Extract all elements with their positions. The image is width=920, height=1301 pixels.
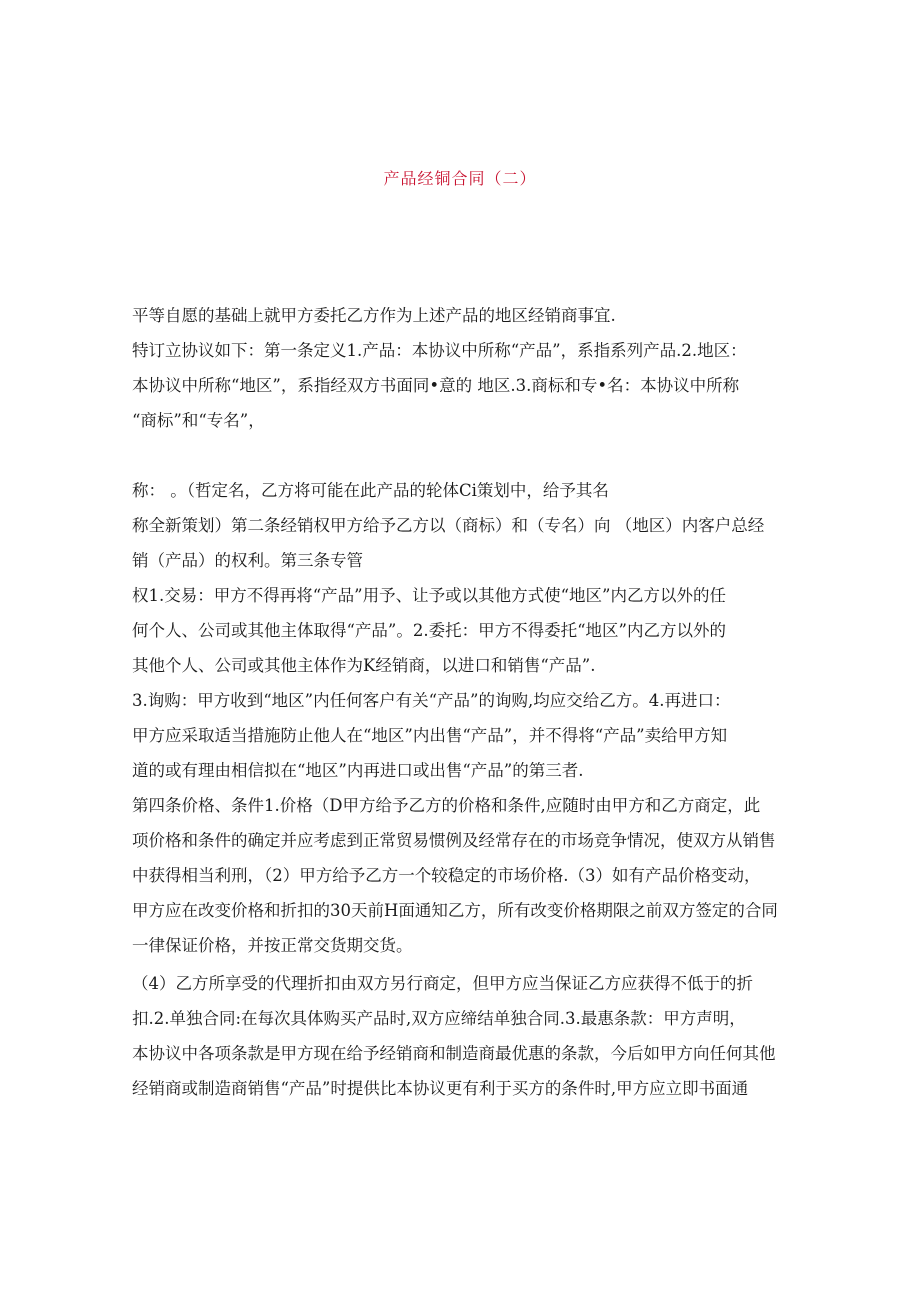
body-line: 其他个人、公司或其他主体作为K经销商，以进口和销售“产品”.: [132, 656, 596, 675]
body-line: 甲方应采取适当措施防止他人在“地区”内出售“产品”，并不得将“产品”卖给甲方知: [132, 726, 728, 745]
body-line: 扣.2.单独合同:在每次具体购买产品时,双方应缔结单独合同.3.最惠条款：甲方声明，: [132, 1009, 746, 1028]
body-line: 特订立协议如下：第一条定义1.产品：本协议中所称“产品”，系指系列产品.2.地区：: [132, 341, 747, 360]
body-line: 第四条价格、条件1.价格（D甲方给予乙方的价格和条件,应随时由甲方和乙方商定，此: [132, 796, 761, 815]
body-line: 销（产品）的权利。第三条专管: [132, 551, 363, 570]
body-line: 称： 。（哲定名，乙方将可能在此产品的轮体Ci策划中，给予其名: [132, 481, 609, 500]
body-line: 中获得相当利刑，（2）甲方给予乙方一个较稳定的市场价格.（3）如有产品价格变动，: [132, 866, 761, 885]
body-line: 甲方应在改变价格和折扣的30天前H面通知乙方，所有改变价格期限之前双方签定的合同: [132, 901, 778, 920]
body-line: “商标”和“专名”，: [132, 411, 265, 430]
body-line: 3.询购：甲方收到“地区”内任何客户有关“产品”的询购,均应交给乙方。4.再进口：: [132, 691, 731, 710]
body-line: 项价格和条件的确定并应考虑到正常贸易惯例及经常存在的市场竞争情况，使双方从销售: [132, 831, 776, 850]
body-line: 本协议中所称“地区”，系指经双方书面同•意的 地区.3.商标和专•名：本协议中所称: [132, 376, 740, 395]
document-title: 产品经铜合同（二）: [383, 169, 537, 188]
body-line: 何个人、公司或其他主体取得“产品”。2.委托：甲方不得委托“地区”内乙方以外的: [132, 621, 726, 640]
body-line: 权1.交易：甲方不得再将“产品”用予、让予或以其他方式使“地区”内乙方以外的任: [132, 586, 726, 605]
body-line: （4）乙方所享受的代理折扣由双方另行商定，但甲方应当保证乙方应获得不低于的折: [132, 974, 753, 993]
body-line: 一律保证价格，并按正常交货期交货。: [132, 936, 413, 955]
body-line: 经销商或制造商销售“产品”时提供比本协议更有利于买方的条件时,甲方应立即书面通: [132, 1079, 749, 1098]
body-line: 称全新策划）第二条经销权甲方给予乙方以（商标）和（专名）向 （地区）内客户总经: [132, 516, 765, 535]
body-line: 本协议中各项条款是甲方现在给予经销商和制造商最优惠的条款，今后如甲方向任何其他: [132, 1044, 776, 1063]
body-line: 道的或有理由相信拟在“地区”内再进口或出售“产品”的第三者.: [132, 761, 584, 780]
body-line: 平等自愿的基础上就甲方委托乙方作为上述产品的地区经销商事宜.: [132, 306, 616, 325]
